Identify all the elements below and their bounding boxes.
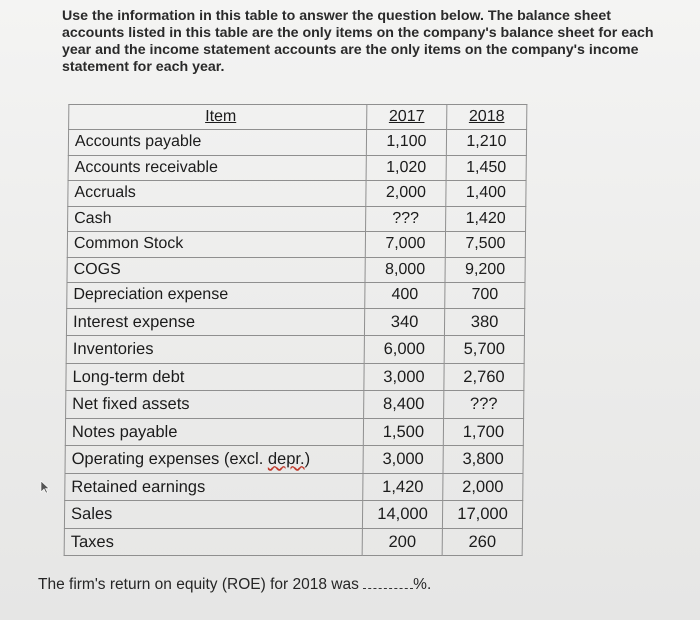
row-value-2017: 340 bbox=[364, 308, 444, 336]
row-value-2018: 3,800 bbox=[443, 446, 523, 474]
table-row bbox=[64, 528, 522, 556]
row-value-2018: 2,000 bbox=[443, 473, 523, 501]
row-item-label: Cash bbox=[68, 206, 366, 232]
row-value-2018: 260 bbox=[442, 528, 522, 556]
row-item-label: Accounts receivable bbox=[68, 155, 366, 181]
table-row bbox=[68, 130, 526, 156]
row-value-2017: 1,100 bbox=[366, 130, 446, 156]
table-row bbox=[66, 391, 524, 419]
table-row bbox=[67, 232, 525, 258]
row-value-2018: 2,760 bbox=[444, 363, 524, 391]
row-value-2017: 200 bbox=[362, 528, 442, 556]
row-item-label: Taxes bbox=[64, 528, 362, 556]
table-row bbox=[68, 206, 526, 232]
row-value-2017: 400 bbox=[365, 283, 445, 309]
row-value-2017: 1,500 bbox=[363, 418, 443, 446]
row-value-2017: ??? bbox=[366, 206, 446, 232]
row-value-2017: 3,000 bbox=[364, 363, 444, 391]
table-row bbox=[66, 336, 524, 364]
table-row bbox=[68, 181, 526, 207]
row-item-label: Inventories bbox=[66, 336, 364, 364]
roe-answer-blank[interactable] bbox=[363, 576, 413, 589]
row-item-label: Operating expenses (excl. depr.) bbox=[65, 446, 363, 474]
row-item-label: Long-term debt bbox=[66, 363, 364, 391]
table-row bbox=[65, 418, 523, 446]
header-2018: 2018 bbox=[447, 105, 527, 130]
row-value-2017: 6,000 bbox=[364, 336, 444, 364]
table-row bbox=[68, 155, 526, 181]
row-item-label: Common Stock bbox=[67, 232, 365, 258]
header-2017: 2017 bbox=[367, 105, 447, 130]
row-item-label: COGS bbox=[67, 257, 365, 283]
row-item-label: Net fixed assets bbox=[66, 391, 364, 419]
table-row bbox=[65, 446, 523, 474]
table-row bbox=[67, 283, 525, 309]
mouse-cursor-icon bbox=[40, 480, 50, 494]
row-item-label: Sales bbox=[64, 501, 362, 529]
row-item-label: Depreciation expense bbox=[67, 283, 365, 309]
table-row bbox=[64, 501, 522, 529]
row-value-2018: 700 bbox=[445, 283, 525, 309]
row-value-2018: 1,700 bbox=[443, 418, 523, 446]
row-item-label: Notes payable bbox=[65, 418, 363, 446]
row-value-2017: 7,000 bbox=[365, 232, 445, 258]
row-value-2017: 14,000 bbox=[362, 501, 442, 529]
row-item-label: Retained earnings bbox=[65, 473, 363, 501]
question-text: Use the information in this table to answer the question below. The balance sheet accounts listed in this table are the only items on the company's balance sheet for each year and the income statement accounts are the only items on the company's income statement for each year. bbox=[62, 8, 654, 75]
table-row bbox=[66, 308, 524, 336]
row-item-label: Accruals bbox=[68, 181, 366, 207]
row-value-2017: 3,000 bbox=[363, 446, 443, 474]
row-value-2017: 1,420 bbox=[363, 473, 443, 501]
row-value-2018: 1,420 bbox=[446, 206, 526, 232]
row-value-2017: 8,400 bbox=[364, 391, 444, 419]
table-row bbox=[66, 363, 524, 391]
roe-question bbox=[38, 576, 431, 594]
row-value-2017: 2,000 bbox=[366, 181, 446, 207]
row-value-2018: ??? bbox=[444, 391, 524, 419]
table-row bbox=[65, 473, 523, 501]
roe-question-text: The firm's return on equity (ROE) for 2018 was bbox=[38, 576, 359, 593]
row-value-2018: 7,500 bbox=[445, 232, 525, 258]
row-value-2017: 8,000 bbox=[365, 257, 445, 283]
row-item-label: Accounts payable bbox=[68, 130, 366, 156]
row-value-2018: 1,210 bbox=[446, 130, 526, 156]
table-header-row bbox=[69, 105, 527, 130]
row-value-2018: 380 bbox=[444, 308, 524, 336]
header-item: Item bbox=[69, 105, 367, 130]
table-row bbox=[67, 257, 525, 283]
roe-answer-suffix: %. bbox=[413, 576, 432, 593]
financial-data-table bbox=[64, 104, 528, 556]
row-value-2017: 1,020 bbox=[366, 155, 446, 181]
row-value-2018: 9,200 bbox=[445, 257, 525, 283]
row-value-2018: 1,400 bbox=[446, 181, 526, 207]
spellcheck-word: depr. bbox=[267, 450, 305, 469]
row-item-label: Interest expense bbox=[66, 308, 364, 336]
row-value-2018: 5,700 bbox=[444, 336, 524, 364]
row-value-2018: 1,450 bbox=[446, 155, 526, 181]
row-value-2018: 17,000 bbox=[442, 501, 522, 529]
